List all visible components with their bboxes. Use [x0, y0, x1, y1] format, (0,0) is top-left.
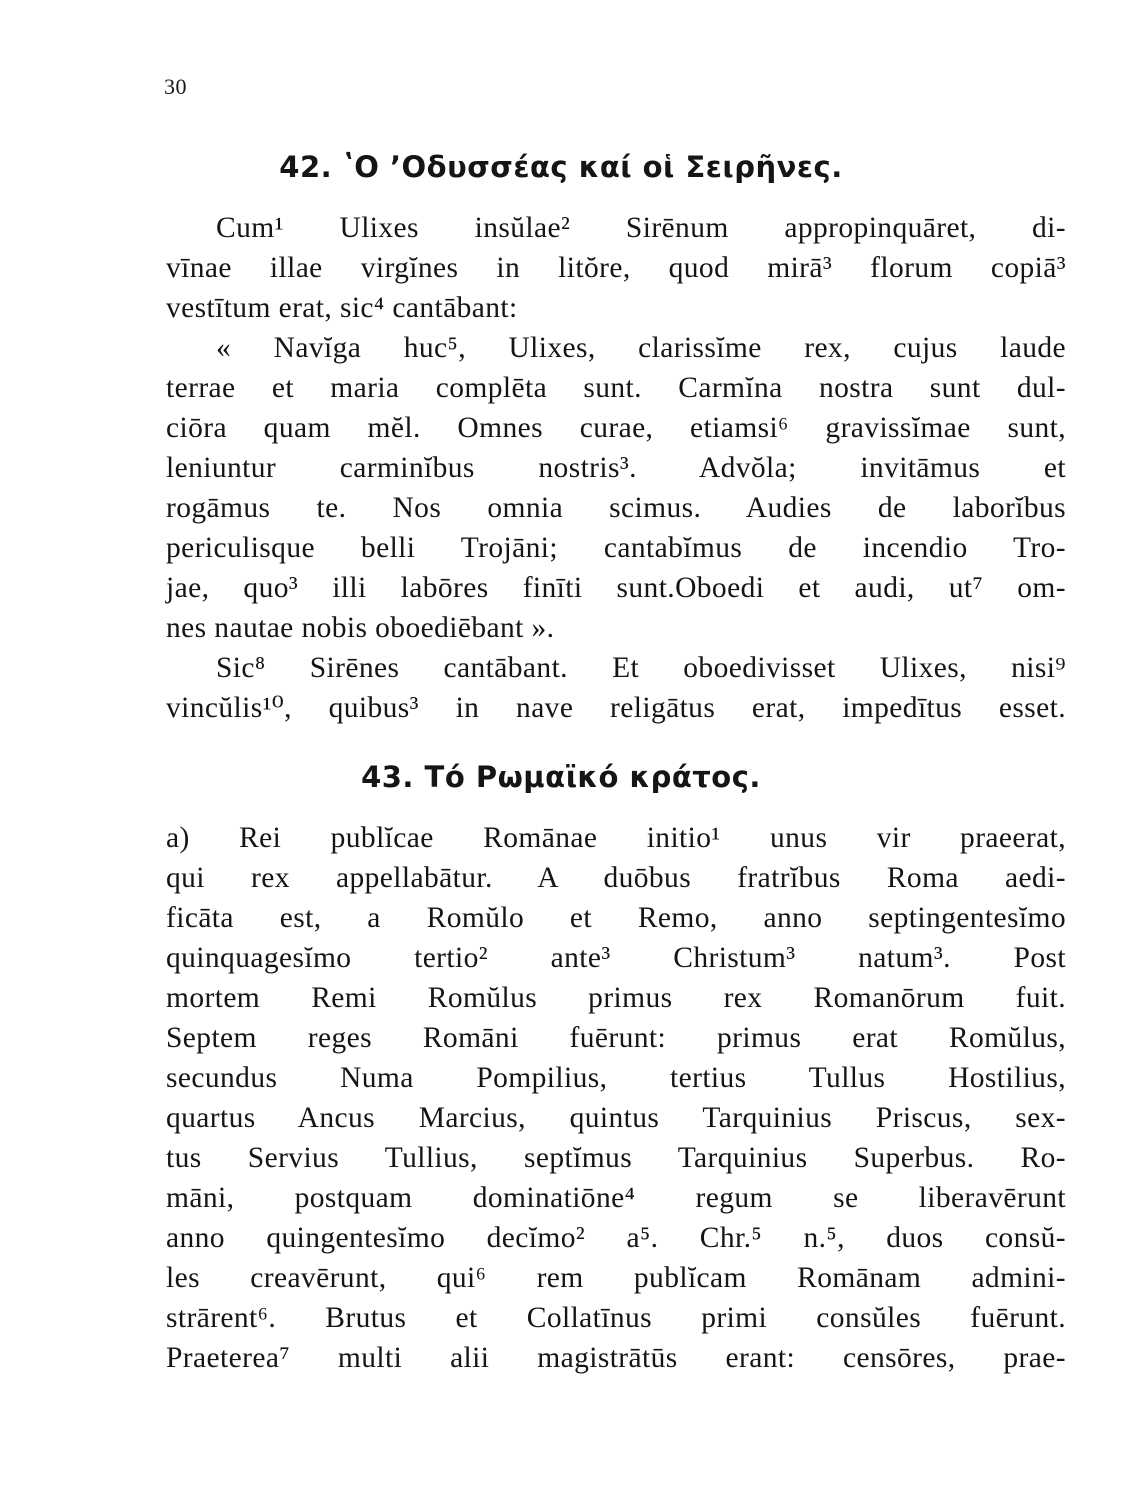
text-line: vincŭlis¹⁰, quibus³ in nave religātus erat, impedītus esset. [166, 692, 1066, 724]
text-line: ciōra quam mĕl. Omnes curae, etiamsi⁶ gravissĭmae sunt, [166, 412, 1066, 444]
text-line: rogāmus te. Nos omnia scimus. Audies de laborĭbus [166, 492, 1066, 524]
text-line: Septem reges Romāni fuērunt: primus erat Romŭlus, [166, 1022, 1066, 1054]
text-line: les creavērunt, qui⁶ rem publĭcam Romānam admini- [166, 1262, 1066, 1294]
text-line: māni, postquam dominatiōne⁴ regum se liberavērunt [166, 1182, 1066, 1214]
text-line: quinquagesĭmo tertio² ante³ Christum³ natum³. Post [166, 942, 1066, 974]
text-line: mortem Remi Romŭlus primus rex Romanōrum fuit. [166, 982, 1066, 1014]
text-line: anno quingentesĭmo decĭmo² a⁵. Chr.⁵ n.⁵, duos consŭ- [166, 1222, 1066, 1254]
text-line: periculisque belli Trojāni; cantabĭmus de incendio Tro- [166, 532, 1066, 564]
text-line: quartus Ancus Marcius, quintus Tarquinius Priscus, sex- [166, 1102, 1066, 1134]
text-line: « Navĭga huc⁵, Ulixes, clarissĭme rex, cujus laude [216, 332, 1066, 364]
text-line: nes nautae nobis oboediēbant ». [166, 612, 555, 644]
text-line: ficāta est, a Romŭlo et Remo, anno septingentesĭmo [166, 902, 1066, 934]
text-line: strārent⁶. Brutus et Collatīnus primi consŭles fuērunt. [166, 1302, 1066, 1334]
text-line: vīnae illae virgĭnes in litŏre, quod mirā³ florum copiā³ [166, 252, 1066, 284]
section-43-title: 43. Τό Ρωμαϊκό κράτος. [361, 760, 761, 794]
section-42-title: 42. ʽΟ ʼΟδυσσέας καί οἱ Σειρῆνες. [279, 150, 843, 184]
text-line: secundus Numa Pompilius, tertius Tullus Hostilius, [166, 1062, 1066, 1094]
text-line: leniuntur carminĭbus nostris³. Advŏla; invitāmus et [166, 452, 1066, 484]
page-number: 30 [164, 74, 187, 99]
text-line: Cum¹ Ulixes insŭlae² Sirēnum appropinquāret, di- [216, 212, 1066, 244]
text-line: qui rex appellabātur. A duōbus fratrĭbus Roma aedi- [166, 862, 1066, 894]
text-line: Sic⁸ Sirēnes cantābant. Et oboedivisset Ulixes, nisi⁹ [216, 652, 1066, 684]
text-line: terrae et maria complēta sunt. Carmĭna nostra sunt dul- [166, 372, 1066, 404]
text-line: a) Rei publĭcae Romānae initio¹ unus vir praeerat, [166, 822, 1066, 854]
text-line: jae, quo³ illi labōres finīti sunt.Oboedi et audi, ut⁷ om- [166, 572, 1066, 604]
text-line: tus Servius Tullius, septĭmus Tarquinius Superbus. Ro- [166, 1142, 1066, 1174]
text-line: Praeterea⁷ multi alii magistrātūs erant: censōres, prae- [166, 1342, 1066, 1374]
text-line: vestītum erat, sic⁴ cantābant: [166, 292, 518, 324]
